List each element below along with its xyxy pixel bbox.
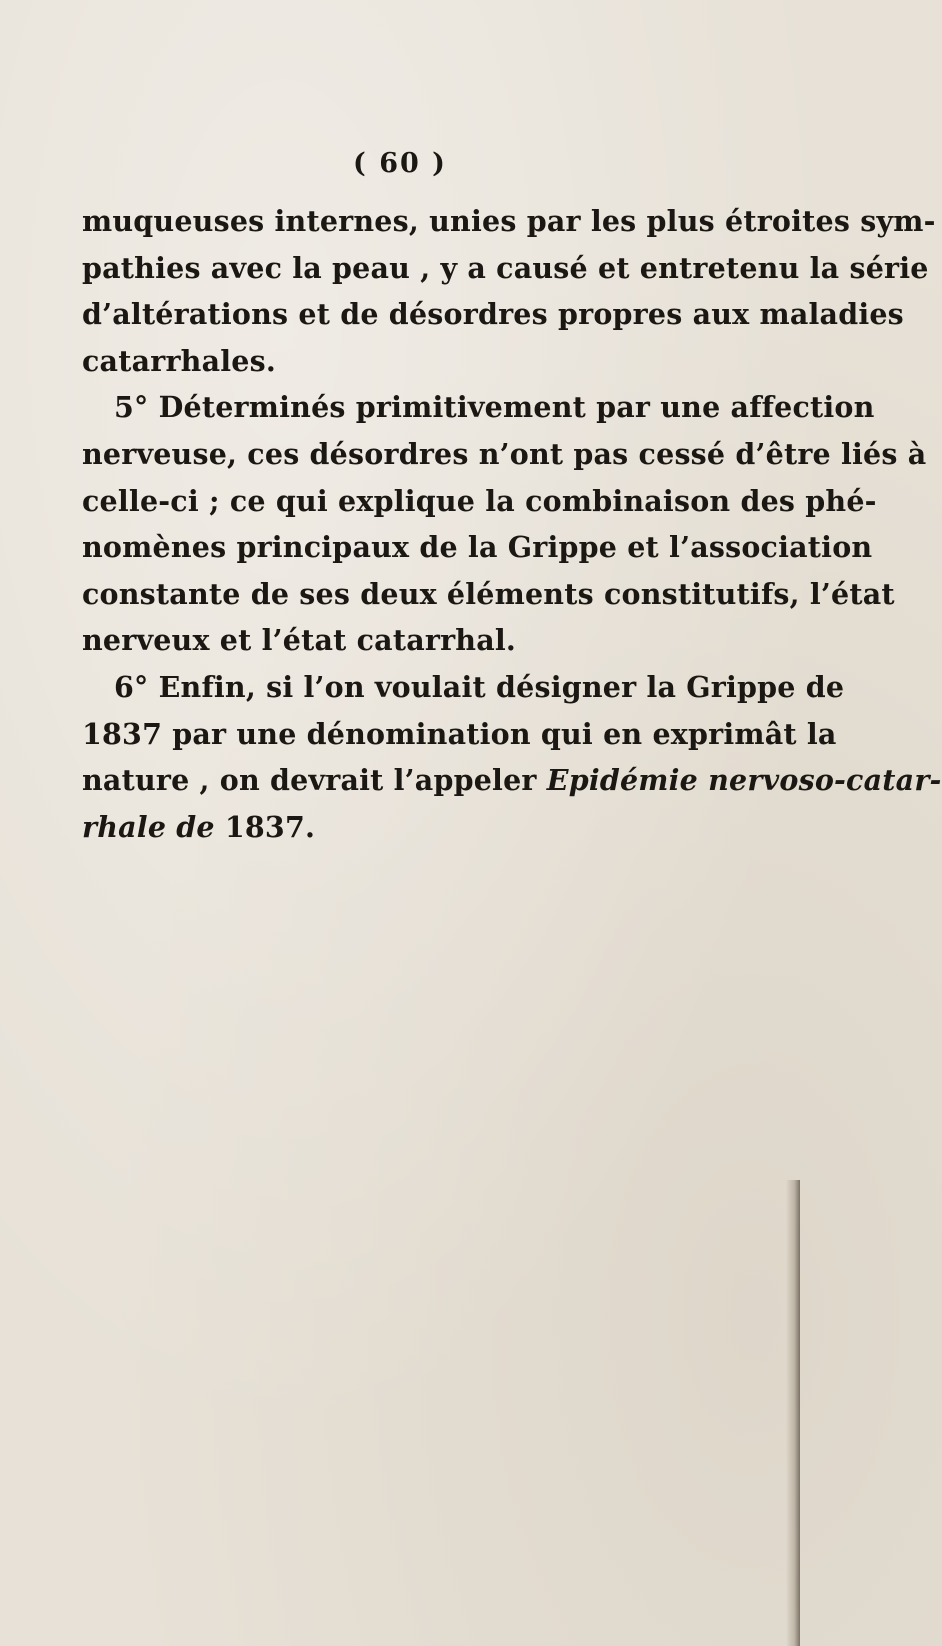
text-line: d’altérations et de désordres propres aux maladies [82, 297, 904, 332]
text-line [82, 757, 942, 804]
text-line: pathies avec la peau , y a causé et entretenu la série [82, 250, 929, 285]
body-text [82, 198, 942, 850]
text-segment: 1837. [214, 809, 316, 844]
page-edge-shadow [786, 1180, 800, 1646]
text-line: celle-ci ; ce qui explique la combinaison des phé- [82, 483, 877, 518]
page-number: ( 60 ) [353, 148, 447, 179]
text-line: muqueuses internes, unies par les plus étroites sym- [82, 204, 936, 238]
text-line: 5° Déterminés primitivement par une affection [114, 390, 875, 425]
text-line: nerveux et l’état catarrhal. [82, 623, 517, 658]
italic-term: rhale de [82, 809, 215, 844]
text-line: constante de ses deux éléments constitutifs, l’état [82, 576, 895, 611]
text-line: 1837 par une dénomination qui en exprimât la [82, 716, 837, 751]
text-line: catarrhales. [82, 343, 276, 378]
italic-term: Epidémie nervoso-catar- [546, 763, 942, 798]
text-line: nomènes principaux de la Grippe et l’association [82, 530, 873, 565]
text-segment: nature , on devrait l’appeler [82, 763, 547, 798]
text-line: nerveuse, ces désordres n’ont pas cessé d’être liés à [82, 436, 927, 471]
text-line: 6° Enfin, si l’on voulait désigner la Grippe de [114, 669, 845, 704]
text-line [82, 804, 794, 851]
